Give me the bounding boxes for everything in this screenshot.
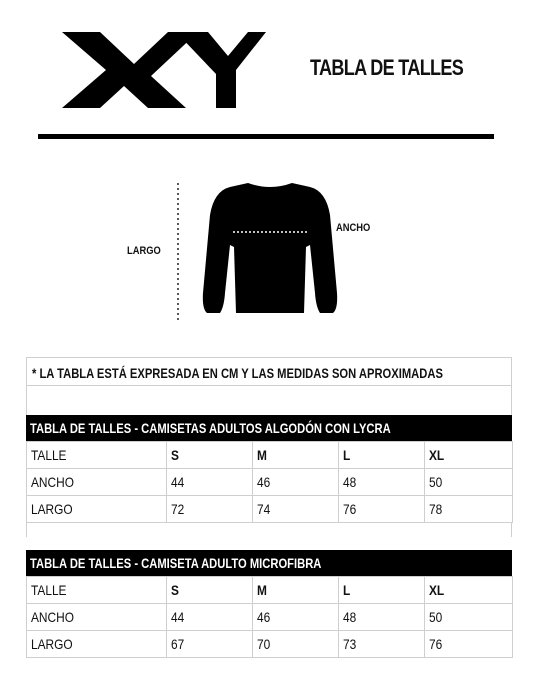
note-separator — [26, 385, 512, 386]
table-gap — [26, 523, 512, 537]
table-title: TABLA DE TALLES - CAMISETAS ADULTOS ALGODÓN CON LYCRA — [26, 415, 512, 441]
value-cell: 50 — [425, 469, 513, 496]
size-table-microfiber — [26, 550, 512, 658]
value-cell: 76 — [339, 496, 425, 523]
value-cell: 44 — [167, 604, 253, 631]
value-cell: 46 — [253, 469, 339, 496]
value-cell: 78 — [425, 496, 513, 523]
value-cell: 74 — [253, 496, 339, 523]
xy-logo — [58, 30, 268, 110]
size-cell: L — [339, 442, 425, 469]
ancho-label: ANCHO — [336, 222, 371, 234]
page-title: TABLA DE TALLES — [310, 55, 464, 80]
row-label-cell: ANCHO — [27, 469, 167, 496]
table-row — [27, 469, 513, 496]
table-header-row — [27, 577, 513, 604]
value-cell: 48 — [339, 469, 425, 496]
header-label-cell: TALLE — [27, 442, 167, 469]
value-cell: 73 — [339, 631, 425, 658]
row-label-cell: ANCHO — [27, 604, 167, 631]
value-cell: 72 — [167, 496, 253, 523]
header-label-cell: TALLE — [27, 577, 167, 604]
largo-label: LARGO — [127, 245, 161, 257]
value-cell: 48 — [339, 604, 425, 631]
long-sleeve-shirt-icon — [203, 183, 337, 313]
size-cell: M — [253, 442, 339, 469]
header-divider — [38, 134, 494, 139]
table-header-row — [27, 442, 513, 469]
value-cell: 70 — [253, 631, 339, 658]
table-row — [27, 631, 513, 658]
measurement-note: * LA TABLA ESTÁ EXPRESADA EN CM Y LAS MEDIDAS SON APROXIMADAS — [32, 365, 443, 381]
value-cell: 46 — [253, 604, 339, 631]
row-label-cell: LARGO — [27, 496, 167, 523]
value-cell: 44 — [167, 469, 253, 496]
row-label-cell: LARGO — [27, 631, 167, 658]
size-cell: M — [253, 577, 339, 604]
size-cell: L — [339, 577, 425, 604]
value-cell: 67 — [167, 631, 253, 658]
table-title: TABLA DE TALLES - CAMISETA ADULTO MICROFIBRA — [26, 550, 512, 576]
value-cell: 50 — [425, 604, 513, 631]
size-cell: S — [167, 442, 253, 469]
table-row — [27, 604, 513, 631]
size-cell: XL — [425, 577, 513, 604]
shirt-diagram — [170, 175, 370, 325]
table-row — [27, 496, 513, 523]
size-cell: XL — [425, 442, 513, 469]
size-table-cotton-lycra — [26, 415, 512, 537]
size-cell: S — [167, 577, 253, 604]
value-cell: 76 — [425, 631, 513, 658]
